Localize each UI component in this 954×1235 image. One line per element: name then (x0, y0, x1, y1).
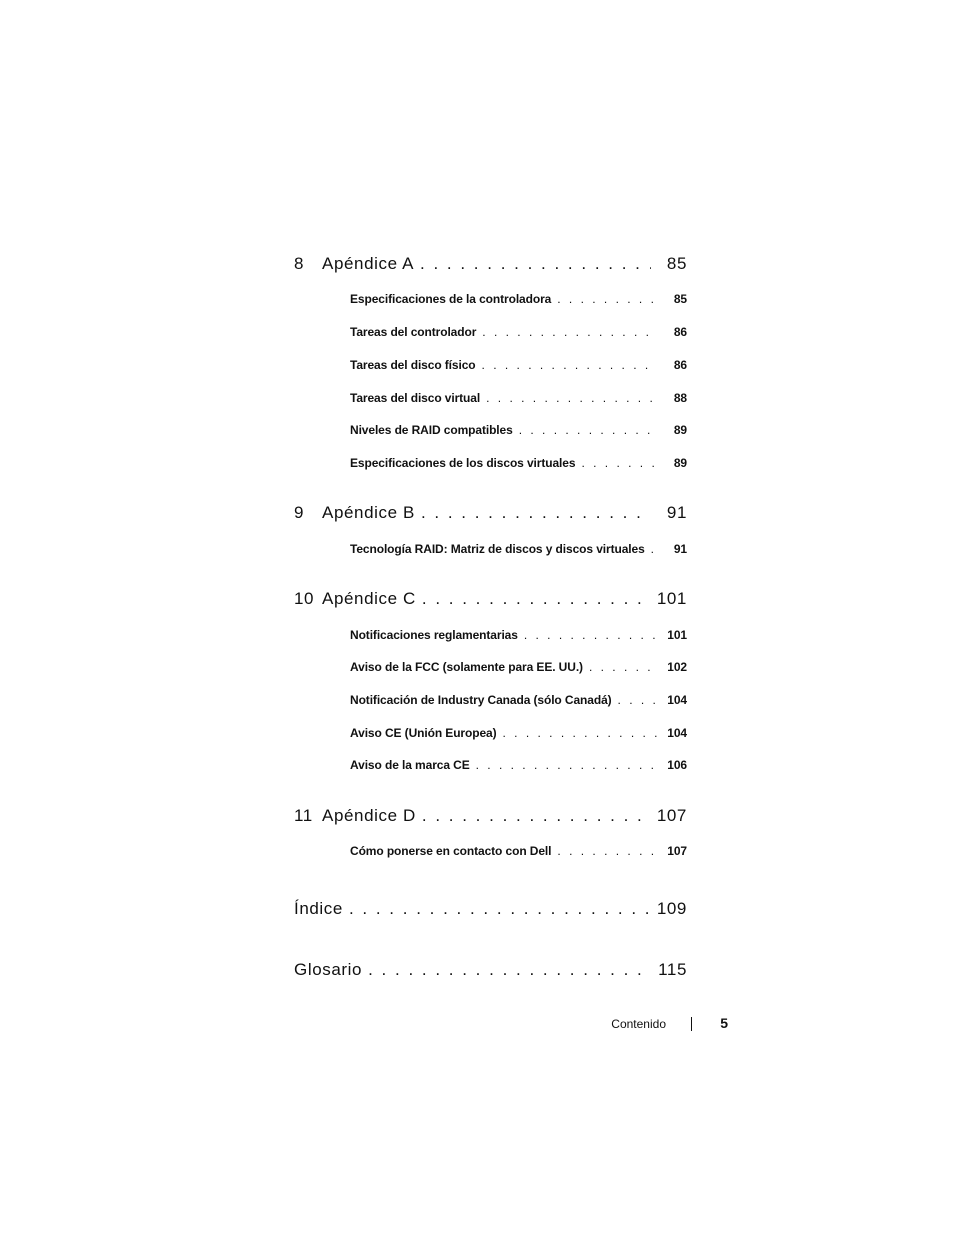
toc-section[interactable] (350, 628, 687, 642)
dot-leader (557, 292, 657, 306)
toc-chapter-10[interactable] (294, 589, 687, 609)
dot-leader (422, 589, 651, 609)
footer-divider (691, 1017, 692, 1031)
section-title: Aviso de la marca CE (350, 758, 470, 772)
chapter-number: 10 (294, 589, 315, 608)
dot-leader (589, 660, 657, 674)
index-page: 109 (656, 899, 687, 918)
dot-leader (651, 542, 657, 556)
toc-chapter-11[interactable] (294, 806, 687, 826)
glossary-title: Glosario (294, 960, 363, 979)
toc-section[interactable] (350, 358, 687, 372)
toc-section[interactable] (350, 391, 687, 405)
section-page: 102 (667, 660, 687, 674)
dot-leader (421, 503, 651, 523)
section-title: Niveles de RAID compatibles (350, 423, 513, 437)
section-title: Tecnología RAID: Matriz de discos y discos virtuales (350, 542, 645, 556)
toc-section[interactable] (350, 844, 687, 858)
section-page: 104 (667, 726, 687, 740)
section-title: Aviso CE (Unión Europea) (350, 726, 497, 740)
toc-chapter-8[interactable] (294, 254, 687, 274)
dot-leader (557, 844, 657, 858)
section-title: Notificaciones reglamentarias (350, 628, 518, 642)
dot-leader (420, 254, 651, 274)
chapter-page: 101 (656, 589, 687, 608)
footer-page-number: 5 (720, 1015, 728, 1031)
section-page: 88 (673, 391, 687, 405)
glossary-page: 115 (658, 960, 687, 979)
dot-leader (524, 628, 657, 642)
section-title: Tareas del disco físico (350, 358, 476, 372)
section-page: 104 (667, 693, 687, 707)
section-title: Tareas del controlador (350, 325, 477, 339)
section-page: 91 (673, 542, 687, 556)
toc-index[interactable] (294, 899, 687, 919)
dot-leader (482, 358, 657, 372)
toc-glossary[interactable] (294, 960, 687, 980)
toc-section[interactable] (350, 456, 687, 470)
dot-leader (476, 758, 657, 772)
chapter-number: 8 (294, 254, 305, 273)
index-title: Índice (294, 899, 343, 918)
toc-section[interactable] (350, 758, 687, 772)
section-page: 106 (667, 758, 687, 772)
chapter-title: Apéndice C (322, 589, 416, 608)
chapter-number: 9 (294, 503, 305, 522)
section-page: 107 (667, 844, 687, 858)
dot-leader (349, 899, 651, 919)
section-page: 86 (673, 358, 687, 372)
dot-leader (503, 726, 658, 740)
dot-leader (618, 693, 657, 707)
page-footer (560, 1015, 728, 1035)
footer-section-label: Contenido (611, 1017, 666, 1031)
toc-section[interactable] (350, 660, 687, 674)
chapter-page: 91 (666, 503, 687, 522)
section-title: Aviso de la FCC (solamente para EE. UU.) (350, 660, 583, 674)
section-title: Tareas del disco virtual (350, 391, 481, 405)
chapter-title: Apéndice D (322, 806, 416, 825)
section-page: 89 (673, 456, 687, 470)
toc-chapter-9[interactable] (294, 503, 687, 523)
dot-leader (482, 325, 657, 339)
toc-section[interactable] (350, 325, 687, 339)
dot-leader (581, 456, 657, 470)
section-title: Notificación de Industry Canada (sólo Canadá) (350, 693, 612, 707)
section-title: Cómo ponerse en contacto con Dell (350, 844, 552, 858)
toc-section[interactable] (350, 423, 687, 437)
section-page: 89 (673, 423, 687, 437)
dot-leader (368, 960, 651, 980)
chapter-page: 85 (666, 254, 687, 273)
toc-section[interactable] (350, 542, 687, 556)
dot-leader (486, 391, 657, 405)
chapter-number: 11 (294, 806, 313, 825)
dot-leader (422, 806, 651, 826)
toc-section[interactable] (350, 693, 687, 707)
chapter-page: 107 (656, 806, 687, 825)
section-title: Especificaciones de los discos virtuales (350, 456, 576, 470)
section-page: 101 (667, 628, 687, 642)
section-title: Especificaciones de la controladora (350, 292, 552, 306)
section-page: 86 (673, 325, 687, 339)
toc-section[interactable] (350, 726, 687, 740)
toc-section[interactable] (350, 292, 687, 306)
dot-leader (519, 423, 657, 437)
chapter-title: Apéndice B (322, 503, 415, 522)
chapter-title: Apéndice A (322, 254, 415, 273)
section-page: 85 (673, 292, 687, 306)
